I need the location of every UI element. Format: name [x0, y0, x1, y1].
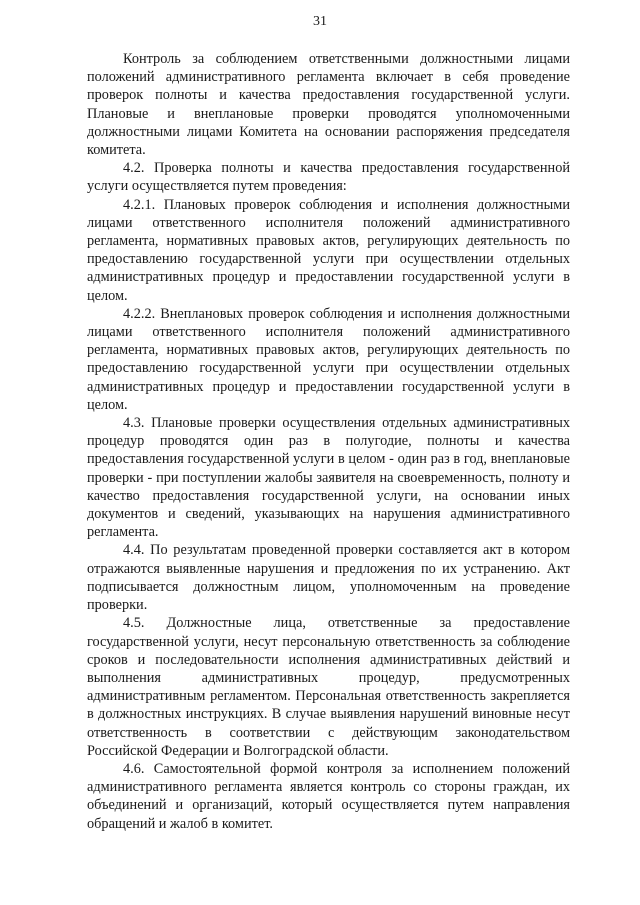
paragraph-4-4: 4.4. По результатам проведенной проверки составляется акт в котором отражаются выявленные нарушения и предложения по их устранению. Акт подписывается должностным лицом, уполномоченным на проведение проверки.	[87, 542, 570, 614]
paragraph-control-intro: Контроль за соблюдением ответственными должностными лицами положений административного регламента включает в себя проведение проверок полноты и качества предоставления государственной услуги. Плановые и внеплановые проверки проводятся уполномоченными должностными лицами Комитета на основании распоряжения председателя комитета.	[87, 51, 570, 159]
paragraph-4-2-1: 4.2.1. Плановых проверок соблюдения и исполнения должностными лицами ответственного исполнителя положений административного регламента, нормативных правовых актов, регулирующих деятельность по предоставлению государственной услуги при осуществлении отдельных административных процедур и предоставлении государственной услуги в целом.	[87, 196, 570, 304]
page-number: 31	[313, 14, 327, 29]
paragraph-4-2: 4.2. Проверка полноты и качества предоставления государственной услуги осуществляется путем проведения:	[87, 160, 570, 195]
document-body	[87, 50, 570, 833]
paragraph-4-3: 4.3. Плановые проверки осуществления отдельных административных процедур проводятся один раз в полугодие, полноты и качества предоставления государственной услуги в целом - один раз в год, внеплановые проверки - при поступлении жалобы заявителя на своевременность, полноту и качество предоставления государственной услуги, на основании иных документов и сведений, указывающих на нарушения административного регламента.	[87, 415, 570, 541]
paragraph-4-6: 4.6. Самостоятельной формой контроля за исполнением положений административного регламента является контроль со стороны граждан, их объединений и организаций, который осуществляется путем направления обращений и жалоб в комитет.	[87, 760, 570, 832]
paragraph-4-2-2: 4.2.2. Внеплановых проверок соблюдения и исполнения должностными лицами ответственного исполнителя положений административного регламента, нормативных правовых актов, регулирующих деятельность по предоставлению государственной услуги при осуществлении отдельных административных процедур и предоставлении государственной услуги в целом.	[87, 305, 570, 413]
paragraph-4-5: 4.5. Должностные лица, ответственные за предоставление государственной услуги, несут персональную ответственность за соблюдение сроков и последовательности исполнения административных действий и выполнения административных процедур, предусмотренных административным регламентом. Персональная ответственность закрепляется в должностных инструкциях. В случае выявления нарушений виновные несут ответственность в соответствии с действующим законодательством Российской Федерации и Волгоградской области.	[87, 615, 570, 759]
